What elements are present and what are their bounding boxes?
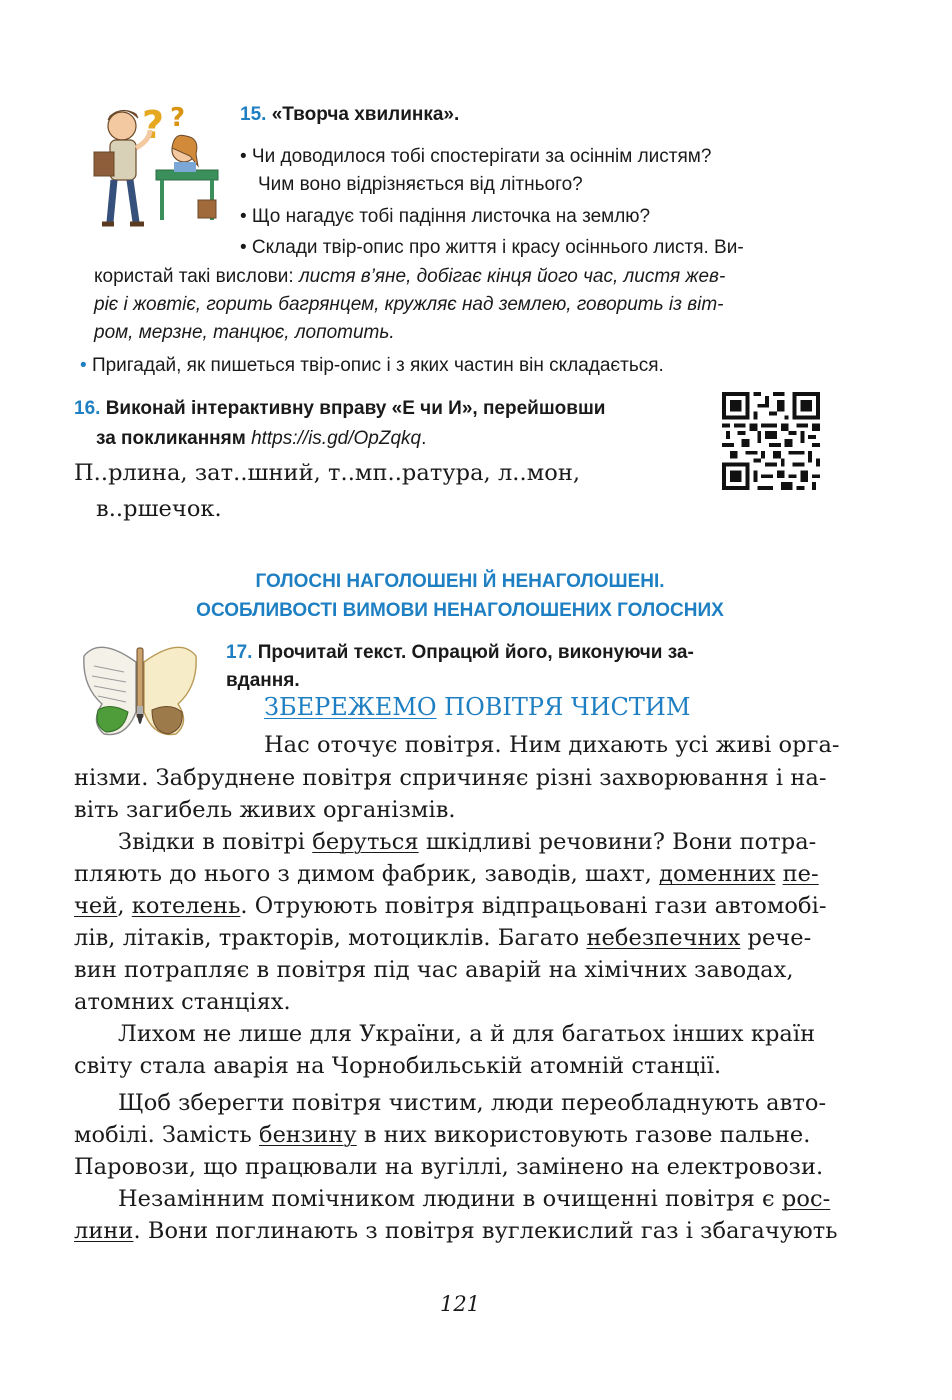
question-2: • Що нагадує тобі падіння листочка на землю? [240, 206, 651, 227]
words-line-2: в..ршечок. [96, 496, 222, 522]
task-number: 15. [240, 104, 267, 125]
text-fragment: Звідки в повітрі [118, 829, 313, 855]
task-16-line-2 [96, 428, 426, 450]
p4-line-1: Щоб зберегти повітря чистим, люди переобладнують авто- [118, 1090, 827, 1116]
underlined-word: лини [74, 1218, 134, 1244]
task-title: «Творча хвилинка». [271, 104, 460, 125]
underlined-word: котелень [131, 893, 241, 919]
p5-line-2 [74, 1218, 838, 1244]
p2-line-1 [118, 829, 816, 855]
question-1-line-1: • Чи доводилося тобі спостерігати за осіннім листям? [240, 146, 712, 167]
p2-line-2 [74, 861, 819, 887]
underlined-word: доменних [659, 861, 776, 887]
underlined-word: небезпечних [586, 925, 741, 951]
text-title [264, 693, 690, 721]
p2-line-4 [74, 925, 811, 951]
underlined-word: рос- [781, 1186, 831, 1212]
phrases-italic: листя в’яне, добігає кінця його час, листя жев- [298, 266, 726, 287]
task-16-line-1 [74, 398, 605, 420]
p3-line-1: Лихом не лише для України, а й для багатьох інших країн [118, 1021, 816, 1047]
p2-line-5: вин потрапляє в повітря під час аварій на хімічних заводах, [74, 957, 794, 983]
svg-text:?: ? [142, 103, 165, 147]
task-link[interactable]: https://is.gd/OpZqkq [251, 428, 422, 449]
reminder-text: Пригадай, як пишеться твір-опис і з яких частин він складається. [91, 355, 664, 376]
underlined-word: пе- [782, 861, 819, 887]
p1-line-1: Нас оточує повітря. Ним дихають усі живі орга- [264, 732, 840, 758]
butterfly-paper-brush-icon [80, 642, 200, 738]
p2-line-6: атомних станціях. [74, 989, 291, 1015]
task-17-line-1 [226, 642, 694, 664]
text-fragment: пляють до нього з димом фабрик, заводів, шахт, [74, 861, 660, 887]
question-3-line-4: ром, мерзне, танцює, лопотить. [94, 322, 395, 343]
bullet: • [80, 355, 87, 376]
underlined-word: беруться [312, 829, 419, 855]
p2-line-3 [74, 893, 827, 919]
text-fragment: . Отруюють повітря відпрацьовані гази автомобі- [240, 893, 827, 919]
page-number: 121 [439, 1292, 481, 1316]
question-3-line-2 [94, 266, 725, 288]
section-heading-line-1: ГОЛОСНІ НАГОЛОШЕНІ Й НЕНАГОЛОШЕНІ. [255, 571, 665, 592]
reminder [80, 355, 664, 377]
words-line-1: П..рлина, зат..шний, т..мп..ратура, л..мон, [74, 460, 581, 486]
text-fragment: лів, літаків, тракторів, мотоциклів. Багато [74, 925, 587, 951]
p1-line-3: віть загибель живих організмів. [74, 797, 456, 823]
text-title-rest: ПОВІТРЯ ЧИСТИМ [436, 693, 691, 721]
underlined-word: чей [74, 893, 118, 919]
qr-code-icon[interactable] [722, 392, 820, 490]
text-fragment: , [117, 893, 132, 919]
task-number: 16. [74, 398, 101, 419]
p4-line-2 [74, 1122, 810, 1148]
p5-line-1 [118, 1186, 830, 1212]
text-fragment: мобілі. Замість [74, 1122, 259, 1148]
task-text: Виконай інтерактивну вправу «Е чи И», перейшовши [105, 398, 606, 419]
task-text-end: . [421, 428, 427, 449]
text-space [775, 861, 782, 887]
question-1-line-2: Чим воно відрізняється від літнього? [258, 174, 583, 195]
question-3-text: користай такі вислови: [94, 266, 299, 287]
p4-line-3: Паровози, що працювали на вугіллі, замінено на електровози. [74, 1154, 824, 1180]
thinking-children-illustration [80, 96, 230, 236]
task-text: за покликанням [96, 428, 252, 449]
p3-line-2: світу стала аварія на Чорнобильській атомній станції. [74, 1053, 722, 1079]
text-fragment: шкідливі речовини? Вони потра- [418, 829, 817, 855]
text-fragment: Незамінним помічником людини в очищенні повітря є [118, 1186, 782, 1212]
task-17-line-2: вдання. [226, 670, 300, 691]
text-fragment: рече- [740, 925, 812, 951]
text-title-underlined: ЗБЕРЕЖЕМО [264, 693, 437, 721]
question-3-line-3: ріє і жовтіє, горить багрянцем, кружляє над землею, говорить із віт- [94, 294, 724, 315]
question-3-line-1: • Склади твір-опис про життя і красу осіннього листя. Ви- [240, 237, 744, 258]
section-heading-line-2: ОСОБЛИВОСТІ ВИМОВИ НЕНАГОЛОШЕНИХ ГОЛОСНИХ [196, 600, 724, 621]
underlined-word: бензину [258, 1122, 357, 1148]
text-fragment: . Вони поглинають з повітря вуглекислий газ і збагачують [133, 1218, 838, 1244]
task-number: 17. [226, 642, 253, 663]
p1-line-2: нізми. Забруднене повітря спричиняє різні захворювання і на- [74, 765, 827, 791]
text-fragment: в них використовують газове пальне. [356, 1122, 811, 1148]
svg-text:?: ? [170, 103, 186, 133]
task-15-heading [240, 104, 459, 126]
task-text: Прочитай текст. Опрацюй його, виконуючи за- [257, 642, 694, 663]
